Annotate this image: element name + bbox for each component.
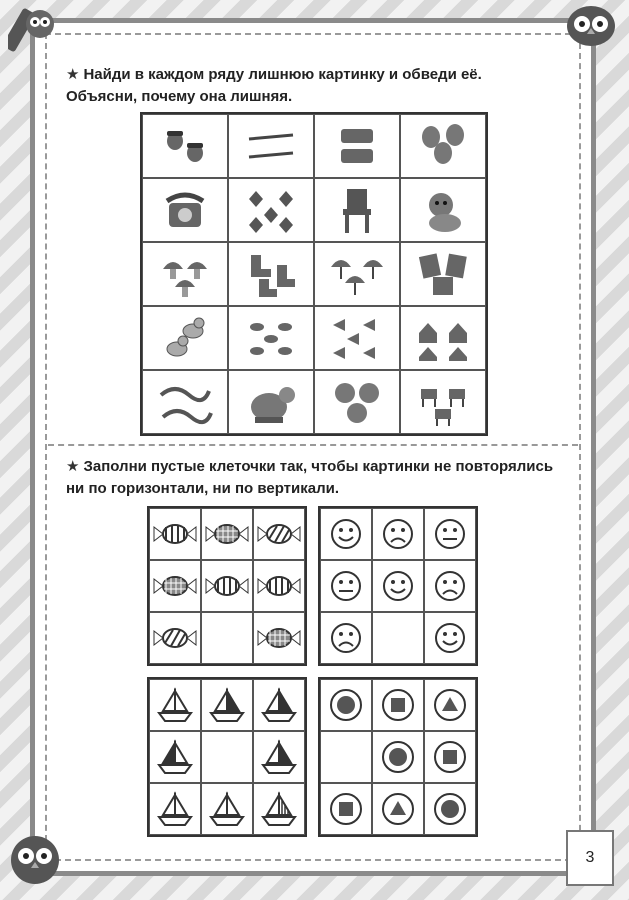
triangle-shape-icon (372, 783, 424, 835)
ducks-icon[interactable] (142, 306, 228, 370)
handbags-icon[interactable] (314, 114, 400, 178)
plain-boat-icon (149, 679, 201, 731)
leaves-icon[interactable] (228, 178, 314, 242)
page-number: 3 (566, 830, 614, 886)
circle-shape-icon (320, 679, 372, 731)
striped-candy-icon (201, 560, 253, 612)
task2-instructions (66, 456, 553, 500)
sad-face-icon (424, 560, 476, 612)
lizards-icon[interactable] (142, 370, 228, 434)
circle-shape-icon (372, 731, 424, 783)
empty-cell[interactable] (201, 612, 253, 664)
empty-cell[interactable] (372, 612, 424, 664)
books-icon[interactable] (400, 242, 486, 306)
shapes-puzzle-grid (318, 677, 478, 837)
empty-cell[interactable] (320, 731, 372, 783)
happy-face-icon (424, 612, 476, 664)
task2-line2: ни по горизонтали, ни по вертикали. (66, 480, 340, 497)
square-shape-icon (320, 783, 372, 835)
task1-instructions (66, 64, 482, 108)
neutral-face-icon (320, 560, 372, 612)
faces-puzzle-grid (318, 506, 478, 666)
acorns-icon[interactable] (142, 114, 228, 178)
diagonal-candy-icon (149, 612, 201, 664)
owl-top-right-icon (563, 0, 619, 50)
neutral-face-icon (424, 508, 476, 560)
balloons-icon[interactable] (400, 114, 486, 178)
turtle-icon[interactable] (228, 370, 314, 434)
circle-shape-icon (424, 783, 476, 835)
lions-icon[interactable] (314, 370, 400, 434)
fish-icon[interactable] (314, 306, 400, 370)
striped-candy-icon (253, 560, 305, 612)
task1-line2: Объясни, почему она лишняя. (66, 88, 293, 105)
mushrooms-icon[interactable] (142, 242, 228, 306)
socks-icon[interactable] (228, 242, 314, 306)
houses-icon[interactable] (400, 306, 486, 370)
star-icon: ★ (66, 66, 80, 83)
square-shape-icon (424, 731, 476, 783)
pencil-owl-icon (8, 2, 56, 58)
task2-line1: Заполни пустые клеточки так, чтобы картинки не повторялись (83, 458, 554, 475)
checked-candy-icon (149, 560, 201, 612)
star-icon: ★ (66, 458, 80, 475)
half-filled-boat-icon (253, 679, 305, 731)
task1-line1: Найди в каждом ряду лишнюю картинку и обведи её. (83, 66, 482, 83)
square-shape-icon (372, 679, 424, 731)
diagonal-candy-icon (253, 508, 305, 560)
happy-face-icon (320, 508, 372, 560)
owl-bottom-left-icon (6, 828, 64, 888)
puppy-icon[interactable] (400, 178, 486, 242)
telephone-icon[interactable] (142, 178, 228, 242)
odd-one-out-grid (140, 112, 488, 436)
chair-icon[interactable] (314, 178, 400, 242)
candies-puzzle-grid (147, 506, 307, 666)
checked-candy-icon (253, 612, 305, 664)
plain-boat-icon (201, 783, 253, 835)
checked-candy-icon (201, 508, 253, 560)
section-divider (48, 444, 578, 446)
boats-puzzle-grid (147, 677, 307, 837)
forks-icon[interactable] (228, 114, 314, 178)
half-filled-boat-icon (149, 731, 201, 783)
umbrellas-icon[interactable] (314, 242, 400, 306)
zebras-icon[interactable] (400, 370, 486, 434)
sad-face-icon (320, 612, 372, 664)
empty-cell[interactable] (201, 731, 253, 783)
candies-icon[interactable] (228, 306, 314, 370)
sad-face-icon (372, 508, 424, 560)
half-filled-boat-icon (253, 731, 305, 783)
striped-candy-icon (149, 508, 201, 560)
striped-sail-boat-icon (253, 783, 305, 835)
triangle-shape-icon (424, 679, 476, 731)
happy-face-icon (372, 560, 424, 612)
plain-boat-icon (149, 783, 201, 835)
half-filled-boat-icon (201, 679, 253, 731)
